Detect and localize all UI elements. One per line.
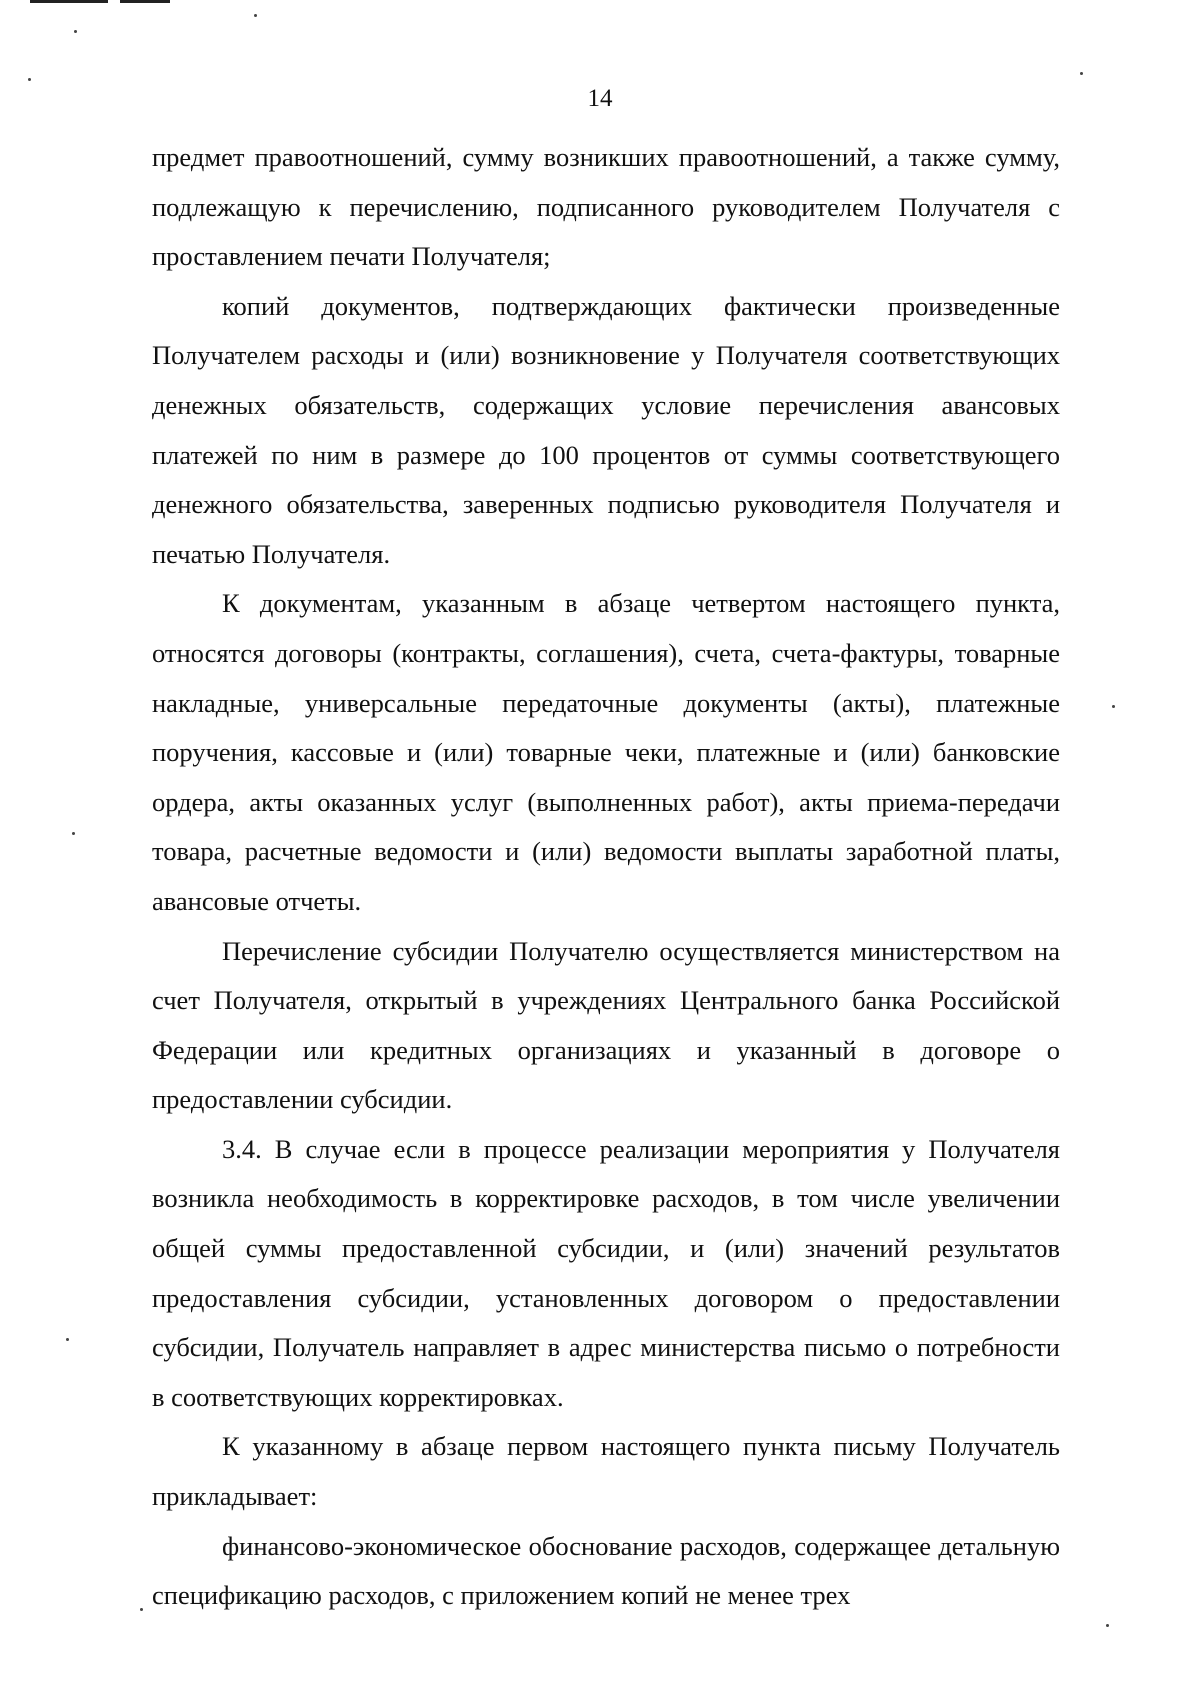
scan-speck [28,78,31,81]
paragraph-1: предмет правоотношений, сумму возникших правоотношений, а также сумму, подлежащую к перечислению, подписанного руководителем Получателя с проставлением печати Получателя; [152,142,1060,272]
paragraph-7: финансово-экономическое обоснование расходов, содержащее детальную спецификацию расходов, с приложением копий не менее трех [152,1530,1060,1611]
top-edge-rule [30,0,170,3]
scan-speck [66,1338,69,1341]
scan-speck [1112,705,1115,708]
paragraph-5: 3.4. В случае если в процессе реализации мероприятия у Получателя возникла необходимость в корректировке расходов, в том числе увеличении общей суммы предоставленной субсидии, и (или) значений результатов предоставления субсидии, установленных договором о предоставлении субсидии, Получатель направляет в адрес министерства письмо о потребности в соответствующих корректировках. [152,1133,1060,1412]
scan-speck [1080,72,1083,75]
paragraph-6: К указанному в абзаце первом настоящего пункта письму Получатель прикладывает: [152,1431,1060,1512]
paragraph-2: копий документов, подтверждающих фактически произведенные Получателем расходы и (или) возникновение у Получателя соответствующих денежных обязательств, содержащих условие перечисления авансовых платежей по ним в размере до 100 процентов от суммы соответствующего денежного обязательства, заверенных подписью руководителя Получателя и печатью Получателя. [152,290,1060,569]
top-edge-rule-gap [108,0,120,3]
scan-speck [1106,1624,1109,1627]
paragraph-4: Перечисление субсидии Получателю осуществляется министерством на счет Получателя, открытый в учреждениях Центрального банка Российской Федерации или кредитных организациях и указанный в договоре о предоставлении субсидии. [152,935,1060,1115]
paragraph-3: К документам, указанным в абзаце четвертом настоящего пункта, относятся договоры (контракты, соглашения), счета, счета-фактуры, товарные накладные, универсальные передаточные документы (акты), платежные поручения, кассовые и (или) товарные чеки, платежные и (или) банковские ордера, акты оказанных услуг (выполненных работ), акты приема-передачи товара, расчетные ведомости и (или) ведомости выплаты заработной платы, авансовые отчеты. [152,588,1060,916]
scan-speck [140,1608,143,1611]
scan-speck [74,30,77,33]
scan-speck [254,14,257,17]
document-body [152,133,1060,1621]
page-number: 14 [587,85,613,112]
scan-speck [72,832,75,835]
